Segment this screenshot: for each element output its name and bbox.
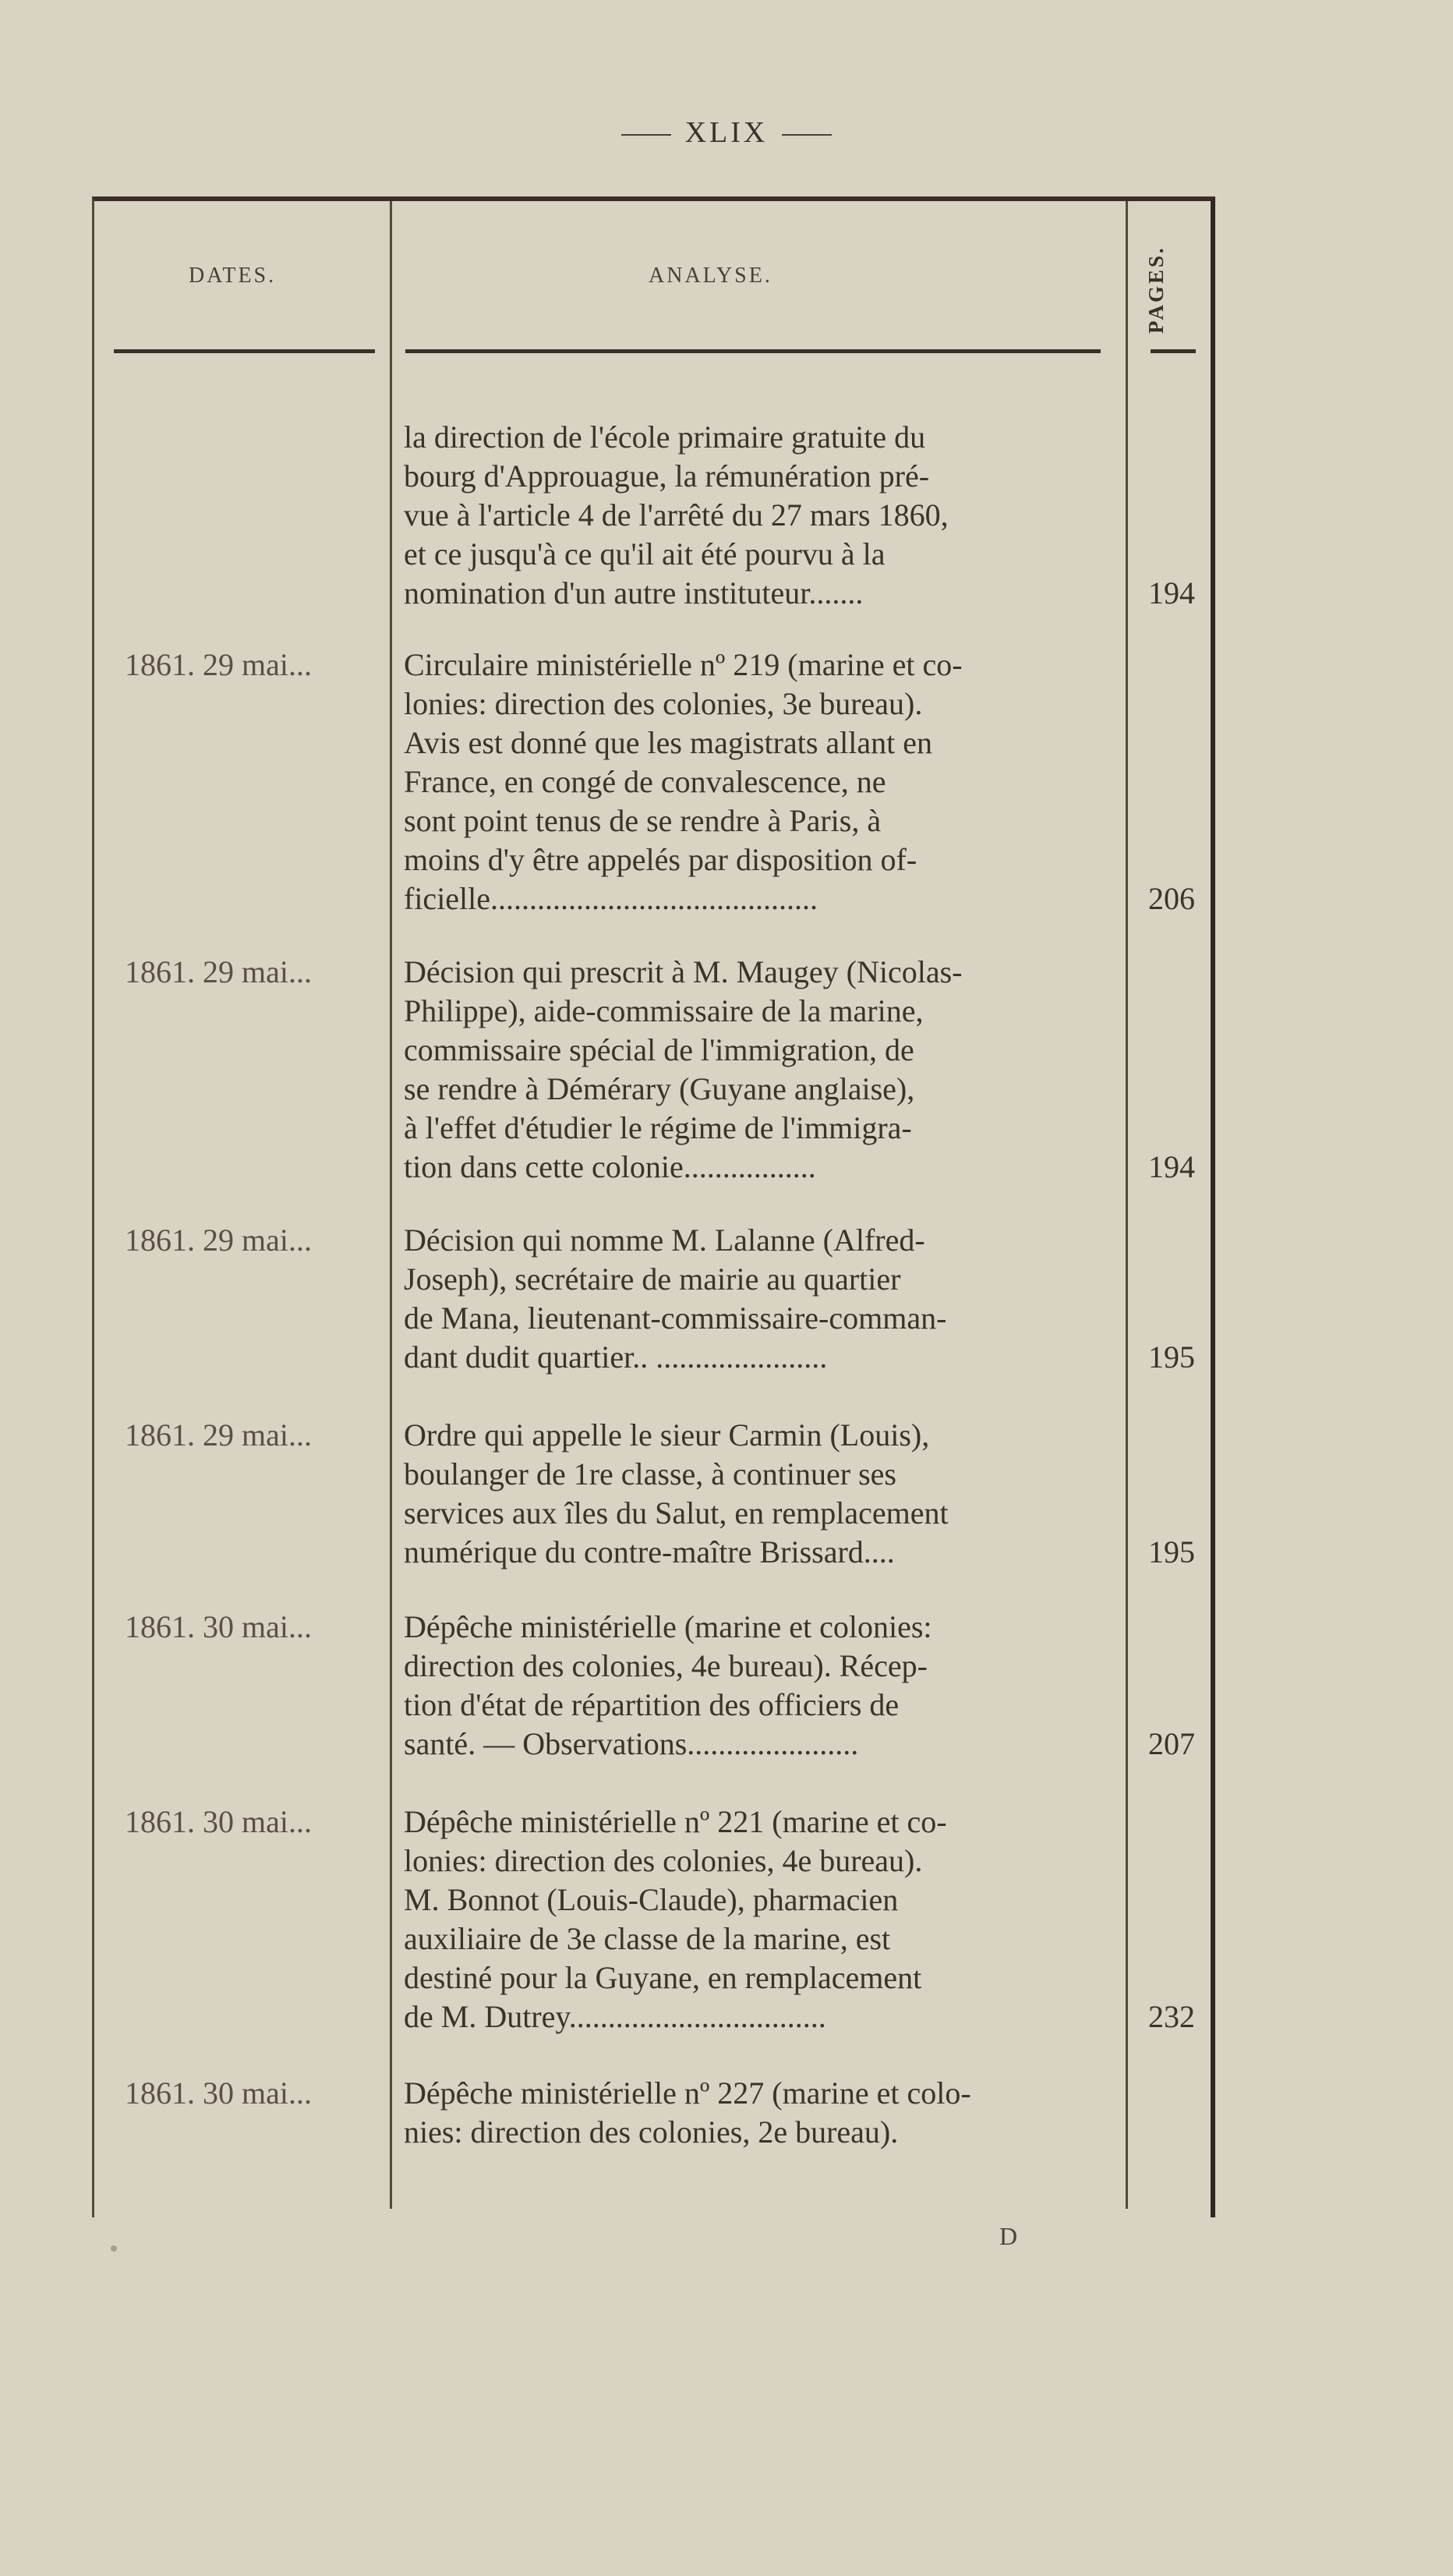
analysis-line: Dépêche ministérielle nº 227 (marine et colo- xyxy=(404,2075,971,2111)
header-dates: DATES. xyxy=(189,264,277,288)
entry-analysis xyxy=(404,418,1113,613)
analysis-line: destiné pour la Guyane, en remplacement xyxy=(404,1960,922,1995)
analysis-line: nies: direction des colonies, 2e bureau). xyxy=(404,2114,899,2150)
entry-analysis xyxy=(404,1608,1113,1764)
entry-page-number: 206 xyxy=(1148,881,1195,916)
analysis-line: boulanger de 1re classe, à continuer ses xyxy=(404,1456,896,1491)
paper-speck xyxy=(111,2245,117,2252)
analysis-line: ficielle.......................................... xyxy=(404,881,818,916)
analysis-line: numérique du contre-maître Brissard.... xyxy=(404,1534,895,1569)
entry-analysis xyxy=(404,646,1113,918)
header-rule-dates xyxy=(114,349,375,353)
header-pages: PAGES. xyxy=(1144,246,1168,334)
analysis-line: auxiliaire de 3e classe de la marine, est xyxy=(404,1921,891,1956)
entry-analysis xyxy=(404,1803,1113,2036)
folio-dash-right xyxy=(782,134,832,136)
analysis-line: la direction de l'école primaire gratuite du xyxy=(404,419,926,455)
header-rule-analyse xyxy=(405,349,1101,353)
entry-page-number: 232 xyxy=(1148,1999,1195,2034)
analysis-line: Dépêche ministérielle (marine et colonies: xyxy=(404,1609,932,1644)
page-folio xyxy=(0,115,1453,150)
entry-analysis xyxy=(404,2074,1113,2152)
analysis-line: tion dans cette colonie................. xyxy=(404,1149,816,1184)
entry-page-number: 194 xyxy=(1148,1149,1195,1184)
analysis-line: vue à l'article 4 de l'arrêté du 27 mars 1860, xyxy=(404,497,949,533)
analysis-line: lonies: direction des colonies, 4e bureau). xyxy=(404,1843,923,1878)
analysis-line: dant dudit quartier.. ...................... xyxy=(404,1339,828,1375)
analysis-line: nomination d'un autre instituteur....... xyxy=(404,575,864,610)
analysis-line: de M. Dutrey................................. xyxy=(404,1999,826,2034)
analysis-line: lonies: direction des colonies, 3e bureau). xyxy=(404,686,923,721)
folio-number: XLIX xyxy=(684,116,769,149)
analysis-line: sont point tenus de se rendre à Paris, à xyxy=(404,803,882,838)
entry-page-number: 194 xyxy=(1148,575,1195,610)
entry-analysis xyxy=(404,953,1113,1187)
analysis-line: services aux îles du Salut, en remplacement xyxy=(404,1495,949,1530)
analysis-line: bourg d'Approuague, la rémunération pré- xyxy=(404,458,930,494)
header-analyse: ANALYSE. xyxy=(649,264,772,288)
analysis-line: moins d'y être appelés par disposition of- xyxy=(404,842,917,877)
analysis-line: Décision qui nomme M. Lalanne (Alfred- xyxy=(404,1223,925,1258)
entry-page-number: 195 xyxy=(1148,1339,1195,1375)
entry-date: 1861. 30 mai... xyxy=(125,1609,312,1644)
signature-mark: D xyxy=(999,2222,1018,2250)
analysis-line: se rendre à Démérary (Guyane anglaise), xyxy=(404,1071,915,1106)
analysis-line: commissaire spécial de l'immigration, de xyxy=(404,1032,914,1067)
analysis-line: et ce jusqu'à ce qu'il ait été pourvu à la xyxy=(404,536,886,571)
header-rule-pages xyxy=(1151,349,1196,353)
analysis-line: Circulaire ministérielle nº 219 (marine et co- xyxy=(404,647,963,682)
analysis-line: Philippe), aide-commissaire de la marine, xyxy=(404,993,924,1028)
analysis-line: tion d'état de répartition des officiers de xyxy=(404,1687,900,1722)
analysis-line: à l'effet d'étudier le régime de l'immigra- xyxy=(404,1110,912,1145)
entry-date: 1861. 30 mai... xyxy=(125,1804,312,1839)
analysis-line: Dépêche ministérielle nº 221 (marine et co- xyxy=(404,1804,947,1839)
analysis-line: Avis est donné que les magistrats allant en xyxy=(404,725,932,760)
entry-date: 1861. 30 mai... xyxy=(125,2075,312,2111)
column-divider-dates xyxy=(390,201,392,2209)
entry-analysis xyxy=(404,1416,1113,1572)
entry-date: 1861. 29 mai... xyxy=(125,1417,312,1453)
column-divider-pages xyxy=(1126,201,1128,2209)
folio-dash-left xyxy=(621,134,671,136)
analysis-line: de Mana, lieutenant-commissaire-comman- xyxy=(404,1300,947,1336)
analysis-line: santé. — Observations...................... xyxy=(404,1726,859,1761)
analysis-line: direction des colonies, 4e bureau). Récep- xyxy=(404,1648,928,1683)
analysis-line: Joseph), secrétaire de mairie au quartier xyxy=(404,1261,901,1297)
analysis-line: Décision qui prescrit à M. Maugey (Nicolas- xyxy=(404,954,963,989)
entry-date: 1861. 29 mai... xyxy=(125,1223,312,1258)
entry-date: 1861. 29 mai... xyxy=(125,954,312,989)
entry-analysis xyxy=(404,1221,1113,1377)
analysis-line: Ordre qui appelle le sieur Carmin (Louis), xyxy=(404,1417,930,1453)
entry-page-number: 207 xyxy=(1148,1726,1195,1761)
entry-date: 1861. 29 mai... xyxy=(125,647,312,682)
analysis-line: M. Bonnot (Louis-Claude), pharmacien xyxy=(404,1882,899,1917)
analysis-line: France, en congé de convalescence, ne xyxy=(404,764,886,799)
entry-page-number: 195 xyxy=(1148,1534,1195,1569)
